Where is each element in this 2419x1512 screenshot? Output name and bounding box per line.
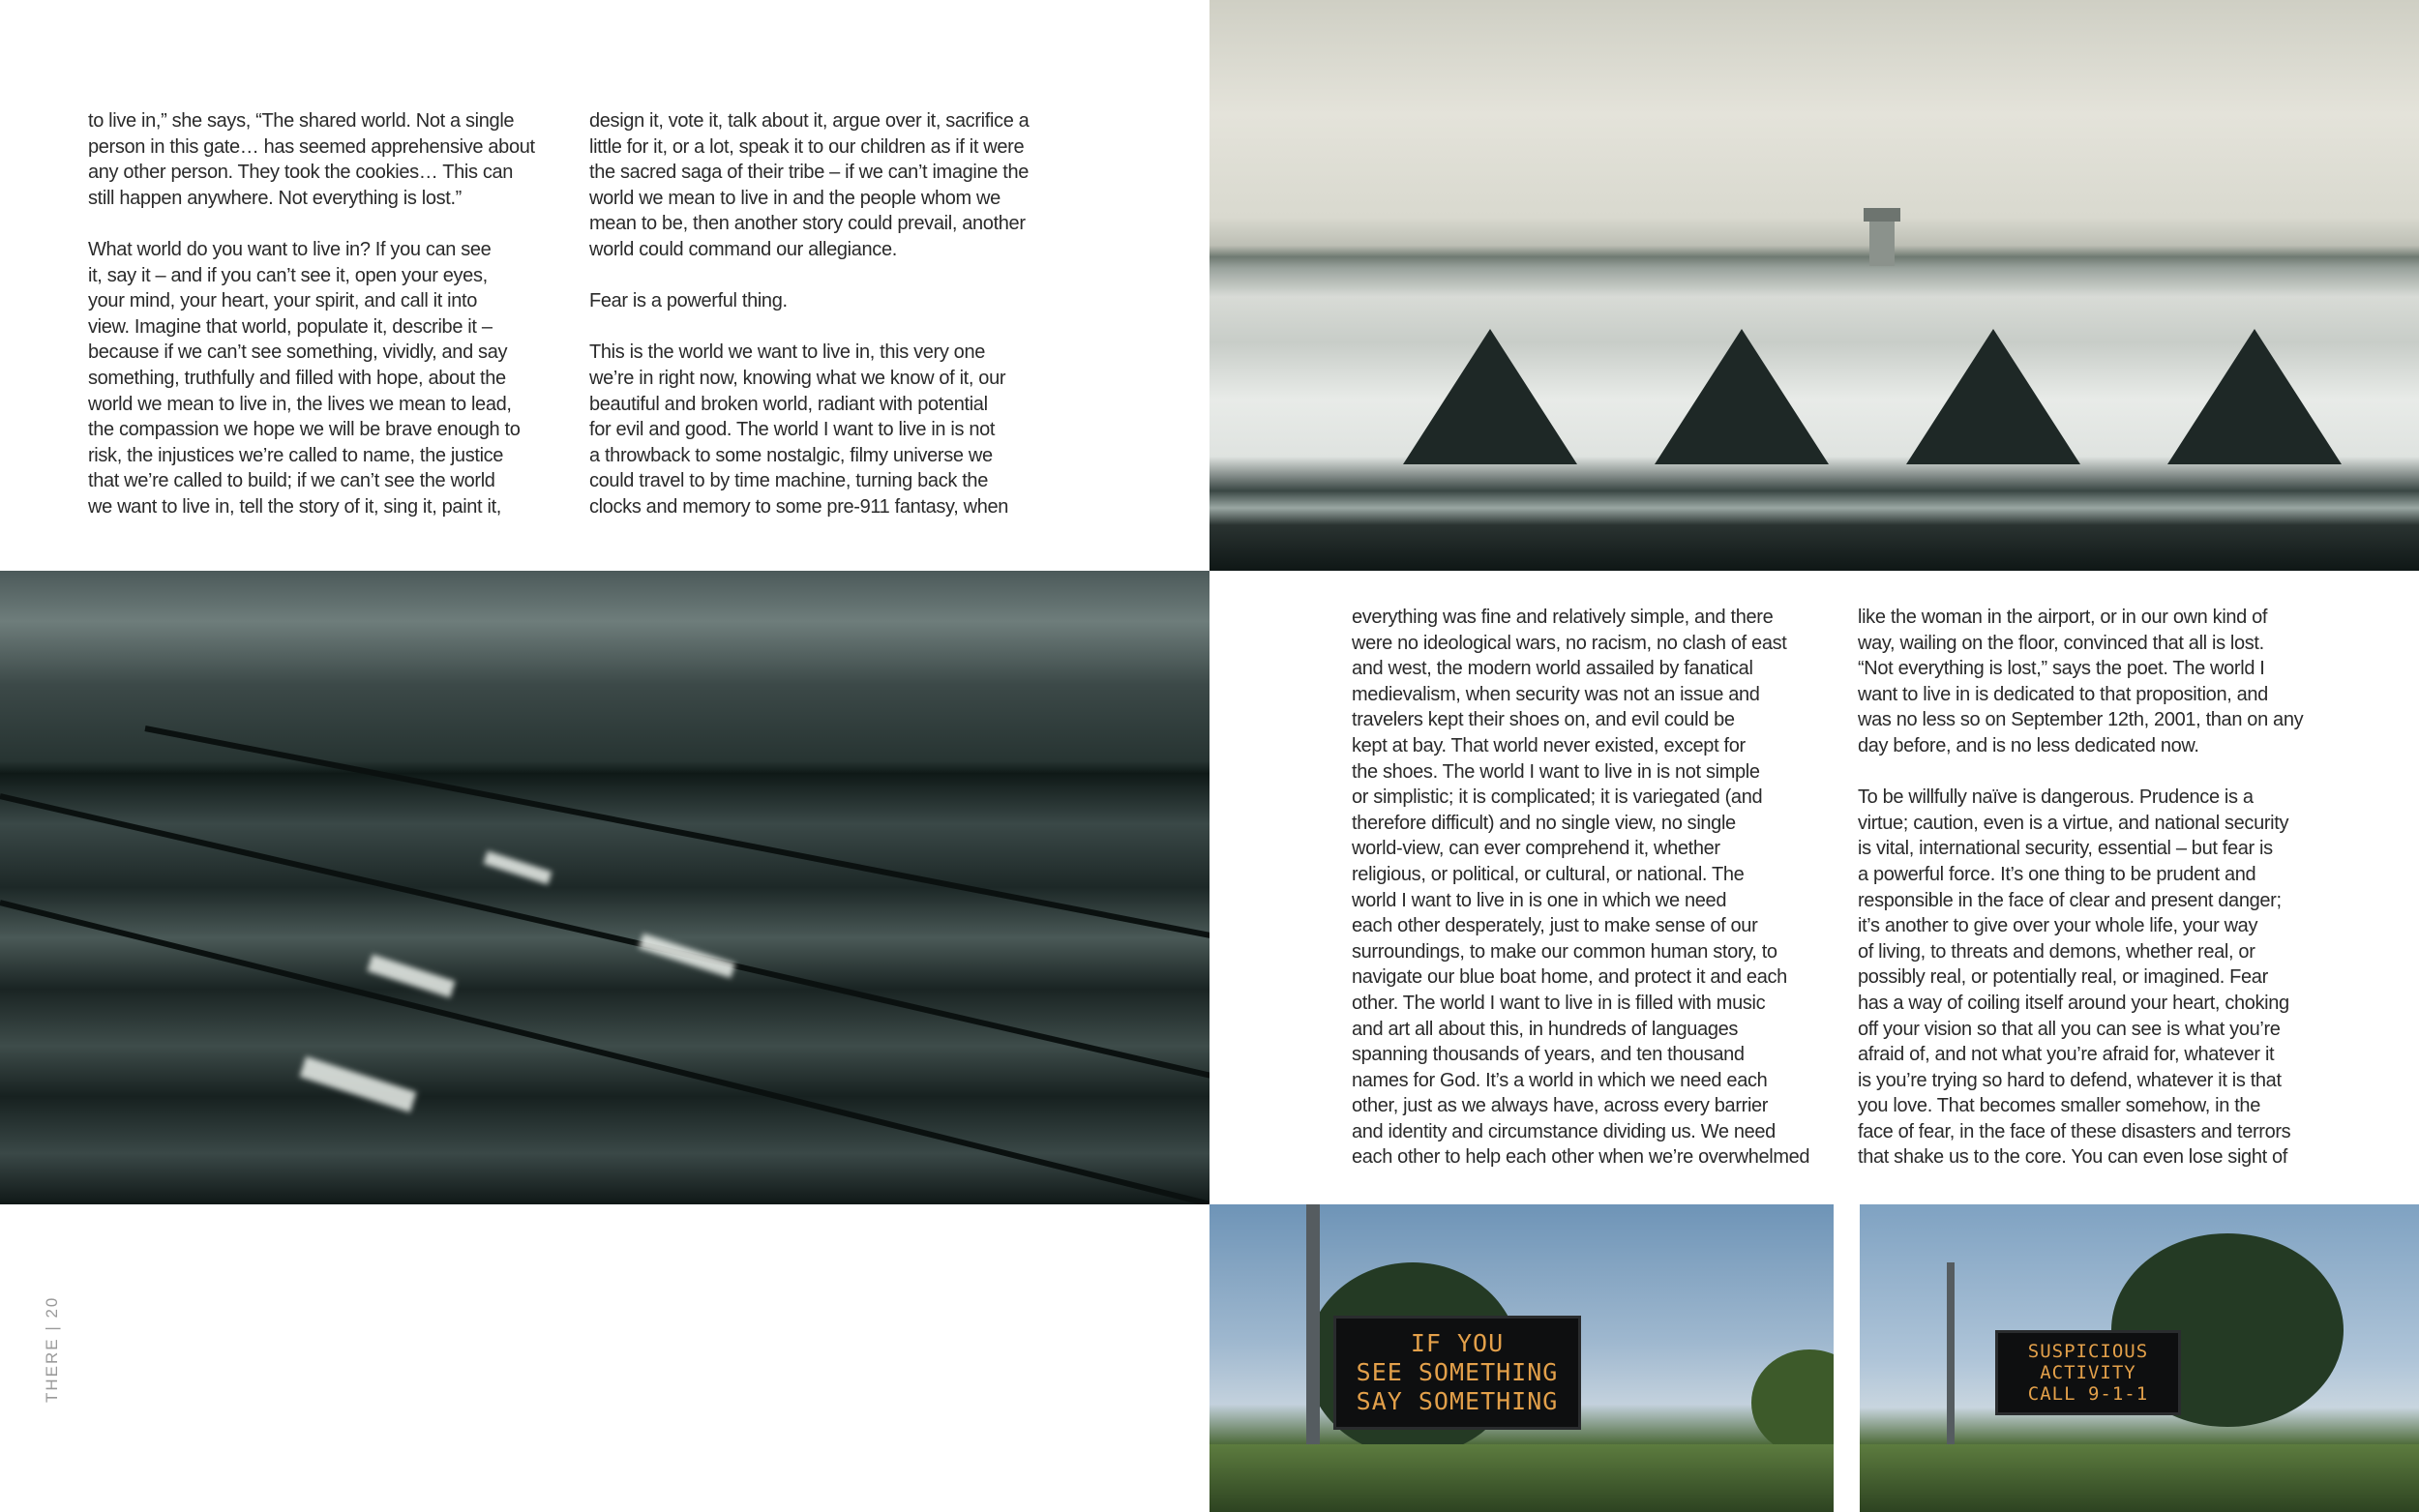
control-tower [1869,208,1895,266]
text-line: could travel to by time machine, turning back the [589,470,988,492]
text-line: This is the world we want to live in, this very one [589,341,985,364]
text-line: were no ideological wars, no racism, no clash of east [1352,632,1787,654]
text-line: and art all about this, in hundreds of languages [1352,1018,1739,1040]
text-line: world we mean to live in, the lives we mean to lead, [88,393,512,415]
text-line: has a way of coiling itself around your heart, choking [1858,992,2289,1014]
power-tower [1947,1262,1955,1456]
text-line: therefore difficult) and no single view, no single [1352,812,1736,834]
text-line: you love. That becomes smaller somehow, in the [1858,1095,2260,1117]
light-glint [639,934,735,978]
text-line: the compassion we hope we will be brave enough to [88,419,521,441]
grass [1860,1444,2419,1512]
text-line: navigate our blue boat home, and protect it and each [1352,966,1787,989]
text-line: travelers kept their shoes on, and evil could be [1352,709,1735,731]
text-line: everything was fine and relatively simple, and there [1352,607,1774,628]
text-line: names for God. It’s a world in which we need each [1352,1069,1768,1091]
text-line: was no less so on September 12th, 2001, than on any [1858,709,2304,731]
text-line: still happen anywhere. Not everything is lost.” [88,187,462,209]
text-line: mean to be, then another story could prevail, another [589,213,1026,235]
sign-line: SAY SOMETHING [1356,1387,1559,1415]
text-column-2 [589,108,1029,520]
text-line: something, truthfully and filled with hope, about the [88,367,506,389]
text-line: clocks and memory to some pre-911 fantasy, when [589,495,1009,518]
text-line: beautiful and broken world, radiant with potential [589,393,988,415]
text-line: spanning thousands of years, and ten thousand [1352,1044,1745,1066]
text-line: other, just as we always have, across every barrier [1352,1095,1769,1117]
text-line: way, wailing on the floor, convinced that all is lost. [1858,632,2264,654]
text-line: little for it, or a lot, speak it to our children as if it were [589,135,1025,158]
text-line: is you’re trying so hard to defend, whatever it is that [1858,1069,2282,1091]
text-line: we’re in right now, knowing what we know of it, our [589,367,1006,389]
text-line: other. The world I want to live in is filled with music [1352,992,1766,1014]
text-line: afraid of, and not what you’re afraid for, whatever it [1858,1044,2275,1066]
roof-gap [1655,329,1829,464]
text-line: surroundings, to make our common human story, to [1352,940,1777,963]
roof-gap [1403,329,1577,464]
text-line: each other to help each other when we’re overwhelmed [1352,1146,1810,1169]
roof-gap [2167,329,2342,464]
text-line: each other desperately, just to make sense of our [1352,915,1758,937]
sign-line: SEE SOMETHING [1356,1358,1559,1386]
sign-line: CALL 9-1-1 [2027,1383,2149,1405]
text-line: or simplistic; it is complicated; it is variegated (and [1352,786,1763,809]
text-line: design it, vote it, talk about it, argue over it, sacrifice a [589,110,1030,132]
text-line: kept at bay. That world never existed, except for [1352,734,1746,756]
text-line: we want to live in, tell the story of it, sing it, paint it, [88,495,501,518]
text-line: person in this gate… has seemed apprehensive about [88,135,535,158]
text-line: it, say it – and if you can’t see it, open your eyes, [88,264,488,286]
text-line: world could command our allegiance. [589,238,897,260]
text-line: because if we can’t see something, vividly, and say [88,341,508,364]
text-line: a throwback to some nostalgic, filmy universe we [589,444,993,466]
bench-slat [144,726,1210,953]
text-line: any other person. They took the cookies… This can [88,162,514,184]
text-column-1 [88,108,535,520]
paragraph-break [589,263,1029,289]
text-line: view. Imagine that world, populate it, describe it – [88,315,493,338]
text-line: world-view, can ever comprehend it, whether [1352,838,1720,860]
text-line: and identity and circumstance dividing us. We need [1352,1120,1776,1142]
text-line: What world do you want to live in? If you can see [88,238,492,260]
text-line: world I want to live in is one in which we need [1352,889,1727,911]
light-glint [367,955,455,998]
paragraph-break [589,314,1029,341]
paragraph-break [1858,759,2303,786]
text-line: your mind, your heart, your spirit, and call it into [88,290,477,312]
text-line: and west, the modern world assailed by fanatical [1352,658,1753,680]
text-line: risk, the injustices we’re called to name, the justice [88,444,504,466]
text-line: is vital, international security, essential – but fear is [1858,838,2273,860]
sign-line: SUSPICIOUS [2027,1341,2149,1362]
airport-terminal-photo [1210,0,2419,571]
grass [1210,1444,1834,1512]
text-line: that we’re called to build; if we can’t see the world [88,470,495,492]
text-line: want to live in is dedicated to that proposition, and [1858,683,2268,705]
text-line: To be willfully naïve is dangerous. Prudence is a [1858,786,2254,809]
light-glint [484,851,552,885]
text-line: responsible in the face of clear and present danger; [1858,889,2282,911]
text-line: to live in,” she says, “The shared world. Not a single [88,110,515,132]
text-line: off your vision so that all you can see is what you’re [1858,1018,2281,1040]
metal-bench-photo [0,571,1210,1204]
text-line: religious, or political, or cultural, or national. The [1352,863,1745,885]
led-sign-see-something [1333,1316,1581,1430]
roof-gap [1906,329,2080,464]
sign-line: ACTIVITY [2040,1362,2136,1383]
text-line: of living, to threats and demons, whether real, or [1858,940,2255,963]
page-folio: THERE | 20 [43,1295,61,1403]
text-line: the sacred saga of their tribe – if we can’t imagine the [589,162,1029,184]
paragraph-break [88,211,535,237]
tree [1751,1349,1834,1456]
sign-line: IF YOU [1410,1329,1505,1357]
light-glint [300,1056,417,1112]
highway-sign-photo-1 [1210,1204,1834,1512]
bench-slat [0,900,1210,1204]
text-line: it’s another to give over your whole life, your way [1858,915,2258,937]
led-sign-suspicious-activity [1995,1330,2181,1415]
text-line: Fear is a powerful thing. [589,290,788,312]
text-line: that shake us to the core. You can even lose sight of [1858,1146,2287,1169]
text-column-4 [1858,605,2303,1171]
text-line: like the woman in the airport, or in our own kind of [1858,607,2268,628]
text-line: world we mean to live in and the people whom we [589,187,1000,209]
text-column-3 [1352,605,1809,1171]
highway-sign-photo-2 [1860,1204,2419,1512]
text-line: virtue; caution, even is a virtue, and national security [1858,812,2289,834]
text-line: “Not everything is lost,” says the poet. The world I [1858,658,2265,680]
text-line: the shoes. The world I want to live in is not simple [1352,760,1760,783]
text-line: medievalism, when security was not an issue and [1352,683,1760,705]
text-line: face of fear, in the face of these disasters and terrors [1858,1120,2291,1142]
text-line: possibly real, or potentially real, or imagined. Fear [1858,966,2268,989]
text-line: day before, and is no less dedicated now. [1858,734,2199,756]
text-line: for evil and good. The world I want to live in is not [589,419,996,441]
text-line: a powerful force. It’s one thing to be prudent and [1858,863,2256,885]
